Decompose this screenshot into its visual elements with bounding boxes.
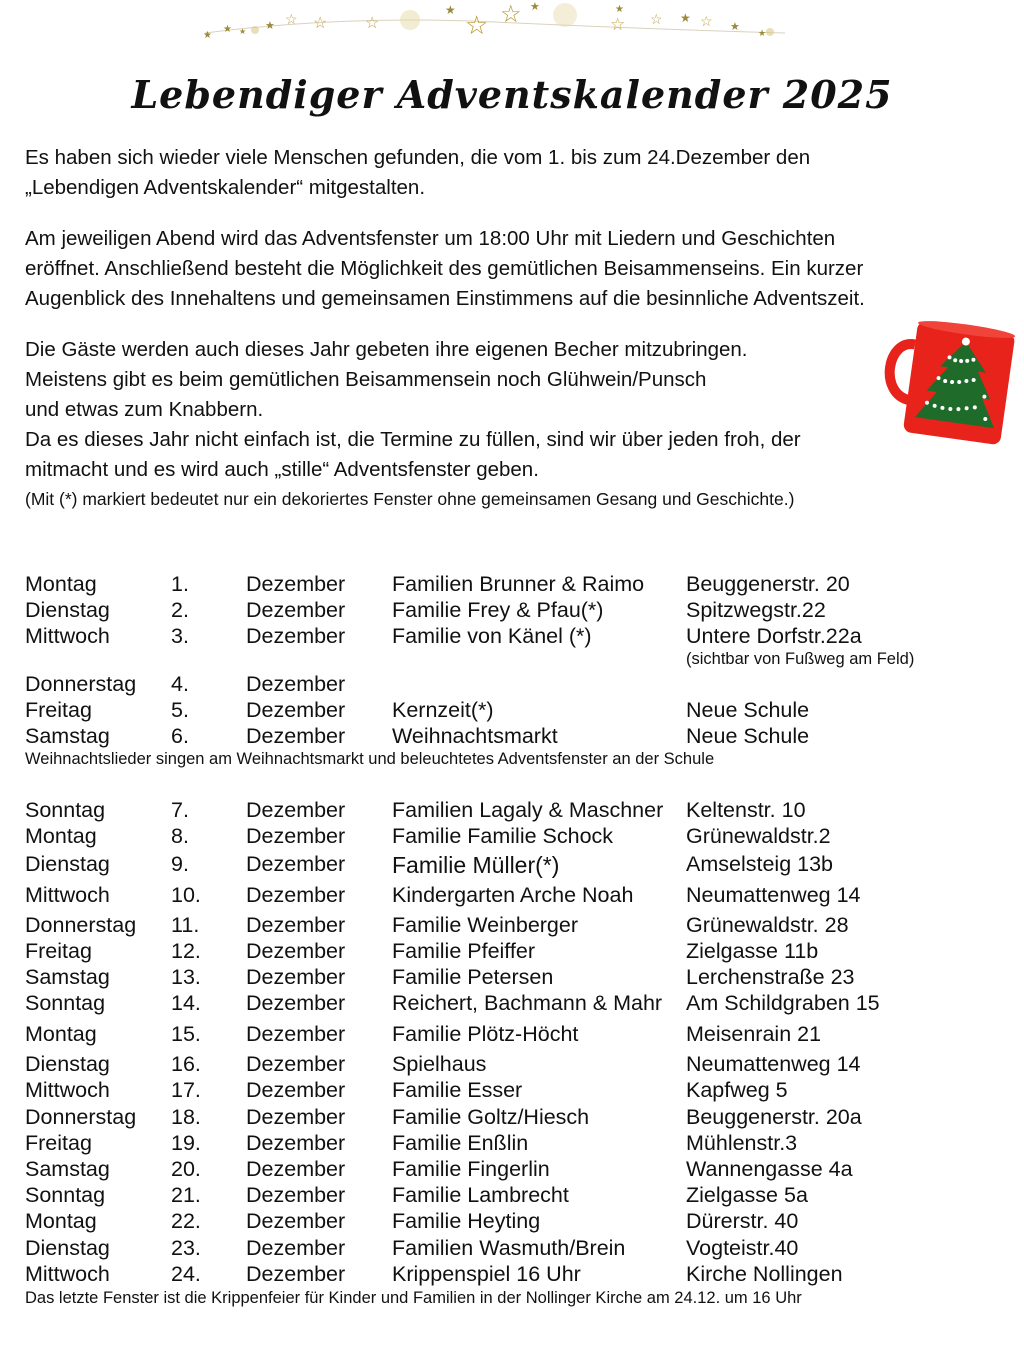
- day-number: 11.: [171, 913, 200, 937]
- weekday: Donnerstag: [25, 913, 137, 937]
- weekday: Montag: [25, 572, 97, 596]
- address: Grünewaldstr.2: [686, 824, 831, 848]
- svg-text:☆: ☆: [365, 15, 380, 32]
- svg-text:★: ★: [445, 3, 456, 17]
- month: Dezember: [246, 913, 346, 937]
- svg-text:★: ★: [615, 4, 624, 15]
- intro-line: mitmacht und es wird auch „stille“ Adventsfenster geben.: [25, 458, 539, 481]
- day-number: 5.: [171, 698, 189, 722]
- intro-line: Meistens gibt es beim gemütlichen Beisammensein noch Glühwein/Punsch: [25, 368, 707, 391]
- host: Familie von Känel (*): [392, 624, 592, 648]
- weekday: Freitag: [25, 698, 92, 722]
- day-number: 22.: [171, 1209, 201, 1233]
- host: Reichert, Bachmann & Mahr: [392, 991, 663, 1015]
- month: Dezember: [246, 965, 346, 989]
- intro-line: Da es dieses Jahr nicht einfach ist, die Termine zu füllen, sind wir über jeden froh, der: [25, 428, 801, 451]
- day-number: 15.: [171, 1022, 201, 1046]
- star-garland-icon: [195, 0, 795, 45]
- weekday: Samstag: [25, 965, 110, 989]
- weekday: Donnerstag: [25, 672, 137, 696]
- day-number: 20.: [171, 1157, 201, 1181]
- svg-text:★: ★: [223, 24, 232, 35]
- address: Meisenrain 21: [686, 1022, 822, 1046]
- address: Neumattenweg 14: [686, 883, 861, 907]
- host: Familie Plötz-Höcht: [392, 1022, 579, 1046]
- weekday: Freitag: [25, 939, 92, 963]
- address: Mühlenstr.3: [686, 1131, 798, 1155]
- day-number: 19.: [171, 1131, 201, 1155]
- intro-line: Die Gäste werden auch dieses Jahr gebeten ihre eigenen Becher mitzubringen.: [25, 338, 748, 361]
- address: Grünewaldstr. 28: [686, 913, 849, 937]
- host: Kernzeit(*): [392, 698, 494, 722]
- day-number: 4.: [171, 672, 189, 696]
- weekday: Sonntag: [25, 991, 106, 1015]
- month: Dezember: [246, 824, 346, 848]
- address: Lerchenstraße 23: [686, 965, 855, 989]
- svg-text:☆: ☆: [610, 15, 626, 34]
- address: Am Schildgraben 15: [686, 991, 880, 1015]
- host: Krippenspiel 16 Uhr: [392, 1262, 581, 1286]
- svg-text:☆: ☆: [285, 11, 298, 27]
- intro-line: Am jeweiligen Abend wird das Adventsfenster um 18:00 Uhr mit Liedern und Geschichten: [25, 227, 836, 250]
- address: Untere Dorfstr.22a: [686, 624, 862, 648]
- address: Amselsteig 13b: [686, 852, 833, 876]
- month: Dezember: [246, 1105, 346, 1129]
- day-number: 12.: [171, 939, 201, 963]
- day-number: 17.: [171, 1078, 201, 1102]
- host: Familie Esser: [392, 1078, 523, 1102]
- day-number: 8.: [171, 824, 189, 848]
- month: Dezember: [246, 798, 346, 822]
- day-number: 2.: [171, 598, 189, 622]
- svg-text:★: ★: [203, 30, 212, 41]
- host: Familie Petersen: [392, 965, 554, 989]
- host: Familien Lagaly & Maschner: [392, 798, 664, 822]
- address: Dürerstr. 40: [686, 1209, 799, 1233]
- host: Familie Pfeiffer: [392, 939, 535, 963]
- weekday: Mittwoch: [25, 883, 110, 907]
- host: Kindergarten Arche Noah: [392, 883, 634, 907]
- day-number: 24.: [171, 1262, 201, 1286]
- intro-paragraph-2: [25, 224, 865, 314]
- legend-note: (Mit (*) markiert bedeutet nur ein dekoriertes Fenster ohne gemeinsamen Gesang und Geschichte.): [25, 489, 795, 509]
- day-number: 6.: [171, 724, 189, 748]
- intro-line: eröffnet. Anschließend besteht die Möglichkeit des gemütlichen Beisammenseins. Ein kurzer: [25, 257, 864, 280]
- svg-text:☆: ☆: [700, 13, 713, 29]
- host: Familien Brunner & Raimo: [392, 572, 645, 596]
- weekday: Sonntag: [25, 798, 106, 822]
- svg-text:★: ★: [730, 21, 740, 33]
- intro-line: „Lebendigen Adventskalender“ mitgestalten.: [25, 176, 426, 199]
- day-number: 10.: [171, 883, 201, 907]
- intro-line: und etwas zum Knabbern.: [25, 398, 264, 421]
- month: Dezember: [246, 1209, 346, 1233]
- month: Dezember: [246, 572, 346, 596]
- host: Familie Müller(*): [392, 852, 560, 878]
- weekday: Freitag: [25, 1131, 92, 1155]
- weekday: Dienstag: [25, 852, 110, 876]
- address: Beuggenerstr. 20a: [686, 1105, 862, 1129]
- address: Neue Schule: [686, 724, 810, 748]
- intro-paragraph-3: [25, 335, 801, 485]
- svg-text:★: ★: [758, 28, 767, 38]
- weekday: Samstag: [25, 1157, 110, 1181]
- host: Familie Familie Schock: [392, 824, 614, 848]
- day-number: 16.: [171, 1052, 201, 1076]
- month: Dezember: [246, 1262, 346, 1286]
- host: Spielhaus: [392, 1052, 487, 1076]
- day-number: 3.: [171, 624, 189, 648]
- month: Dezember: [246, 1131, 346, 1155]
- month: Dezember: [246, 883, 346, 907]
- weekday: Dienstag: [25, 1052, 110, 1076]
- intro-line: Es haben sich wieder viele Menschen gefunden, die vom 1. bis zum 24.Dezember den: [25, 146, 811, 169]
- month: Dezember: [246, 698, 346, 722]
- day-number: 18.: [171, 1105, 201, 1129]
- svg-text:☆: ☆: [465, 10, 489, 40]
- host: Familie Lambrecht: [392, 1183, 569, 1207]
- market-note: Weihnachtslieder singen am Weihnachtsmarkt und beleuchtetes Adventsfenster an der Schule: [25, 750, 715, 768]
- host: Weihnachtsmarkt: [392, 724, 558, 748]
- day-number: 21.: [171, 1183, 201, 1207]
- day-number: 7.: [171, 798, 189, 822]
- intro-paragraph-1: [25, 143, 810, 203]
- day-number: 14.: [171, 991, 201, 1015]
- weekday: Dienstag: [25, 1236, 110, 1260]
- christmas-mug-icon: [872, 318, 1017, 448]
- address: Zielgasse 5a: [686, 1183, 808, 1207]
- month: Dezember: [246, 1022, 346, 1046]
- address: Spitzwegstr.22: [686, 598, 826, 622]
- address: Wannengasse 4a: [686, 1157, 853, 1181]
- address: Beuggenerstr. 20: [686, 572, 850, 596]
- svg-text:★: ★: [265, 20, 275, 32]
- weekday: Mittwoch: [25, 1262, 110, 1286]
- weekday: Mittwoch: [25, 624, 110, 648]
- weekday: Dienstag: [25, 598, 110, 622]
- address: Vogteistr.40: [686, 1236, 799, 1260]
- month: Dezember: [246, 624, 346, 648]
- month: Dezember: [246, 939, 346, 963]
- address: Zielgasse 11b: [686, 939, 819, 963]
- weekday: Sonntag: [25, 1183, 106, 1207]
- address: Neumattenweg 14: [686, 1052, 861, 1076]
- weekday: Donnerstag: [25, 1105, 137, 1129]
- address: Kapfweg 5: [686, 1078, 788, 1102]
- weekday: Montag: [25, 1209, 97, 1233]
- page-title: Lebendiger Adventskalender 2025: [131, 72, 893, 117]
- host: Familien Wasmuth/Brein: [392, 1236, 626, 1260]
- host: Familie Frey & Pfau(*): [392, 598, 604, 622]
- weekday: Samstag: [25, 724, 110, 748]
- svg-text:☆: ☆: [313, 15, 328, 32]
- month: Dezember: [246, 1078, 346, 1102]
- address: Neue Schule: [686, 698, 810, 722]
- host: Familie Enßlin: [392, 1131, 529, 1155]
- month: Dezember: [246, 991, 346, 1015]
- intro-line: Augenblick des Innehaltens und gemeinsamen Einstimmens auf die besinnliche Adventszeit.: [25, 287, 865, 310]
- final-note: Das letzte Fenster ist die Krippenfeier für Kinder und Familien in der Nollinger Kirche am 24.12. um 16 Uhr: [25, 1289, 802, 1307]
- address-note: (sichtbar von Fußweg am Feld): [686, 650, 915, 668]
- address: Keltenstr. 10: [686, 798, 806, 822]
- svg-text:★: ★: [680, 11, 691, 25]
- host: Familie Heyting: [392, 1209, 541, 1233]
- weekday: Montag: [25, 1022, 97, 1046]
- month: Dezember: [246, 1183, 346, 1207]
- svg-text:☆: ☆: [650, 11, 663, 27]
- host: Familie Goltz/Hiesch: [392, 1105, 590, 1129]
- month: Dezember: [246, 1236, 346, 1260]
- month: Dezember: [246, 1157, 346, 1181]
- day-number: 13.: [171, 965, 201, 989]
- svg-text:☆: ☆: [500, 1, 522, 28]
- address: Kirche Nollingen: [686, 1262, 843, 1286]
- weekday: Montag: [25, 824, 97, 848]
- month: Dezember: [246, 724, 346, 748]
- svg-text:★: ★: [239, 27, 247, 36]
- host: Familie Weinberger: [392, 913, 579, 937]
- month: Dezember: [246, 852, 346, 876]
- month: Dezember: [246, 598, 346, 622]
- svg-text:★: ★: [530, 1, 540, 13]
- month: Dezember: [246, 672, 346, 696]
- weekday: Mittwoch: [25, 1078, 110, 1102]
- day-number: 1.: [171, 572, 189, 596]
- host: Familie Fingerlin: [392, 1157, 550, 1181]
- day-number: 23.: [171, 1236, 201, 1260]
- month: Dezember: [246, 1052, 346, 1076]
- day-number: 9.: [171, 852, 189, 876]
